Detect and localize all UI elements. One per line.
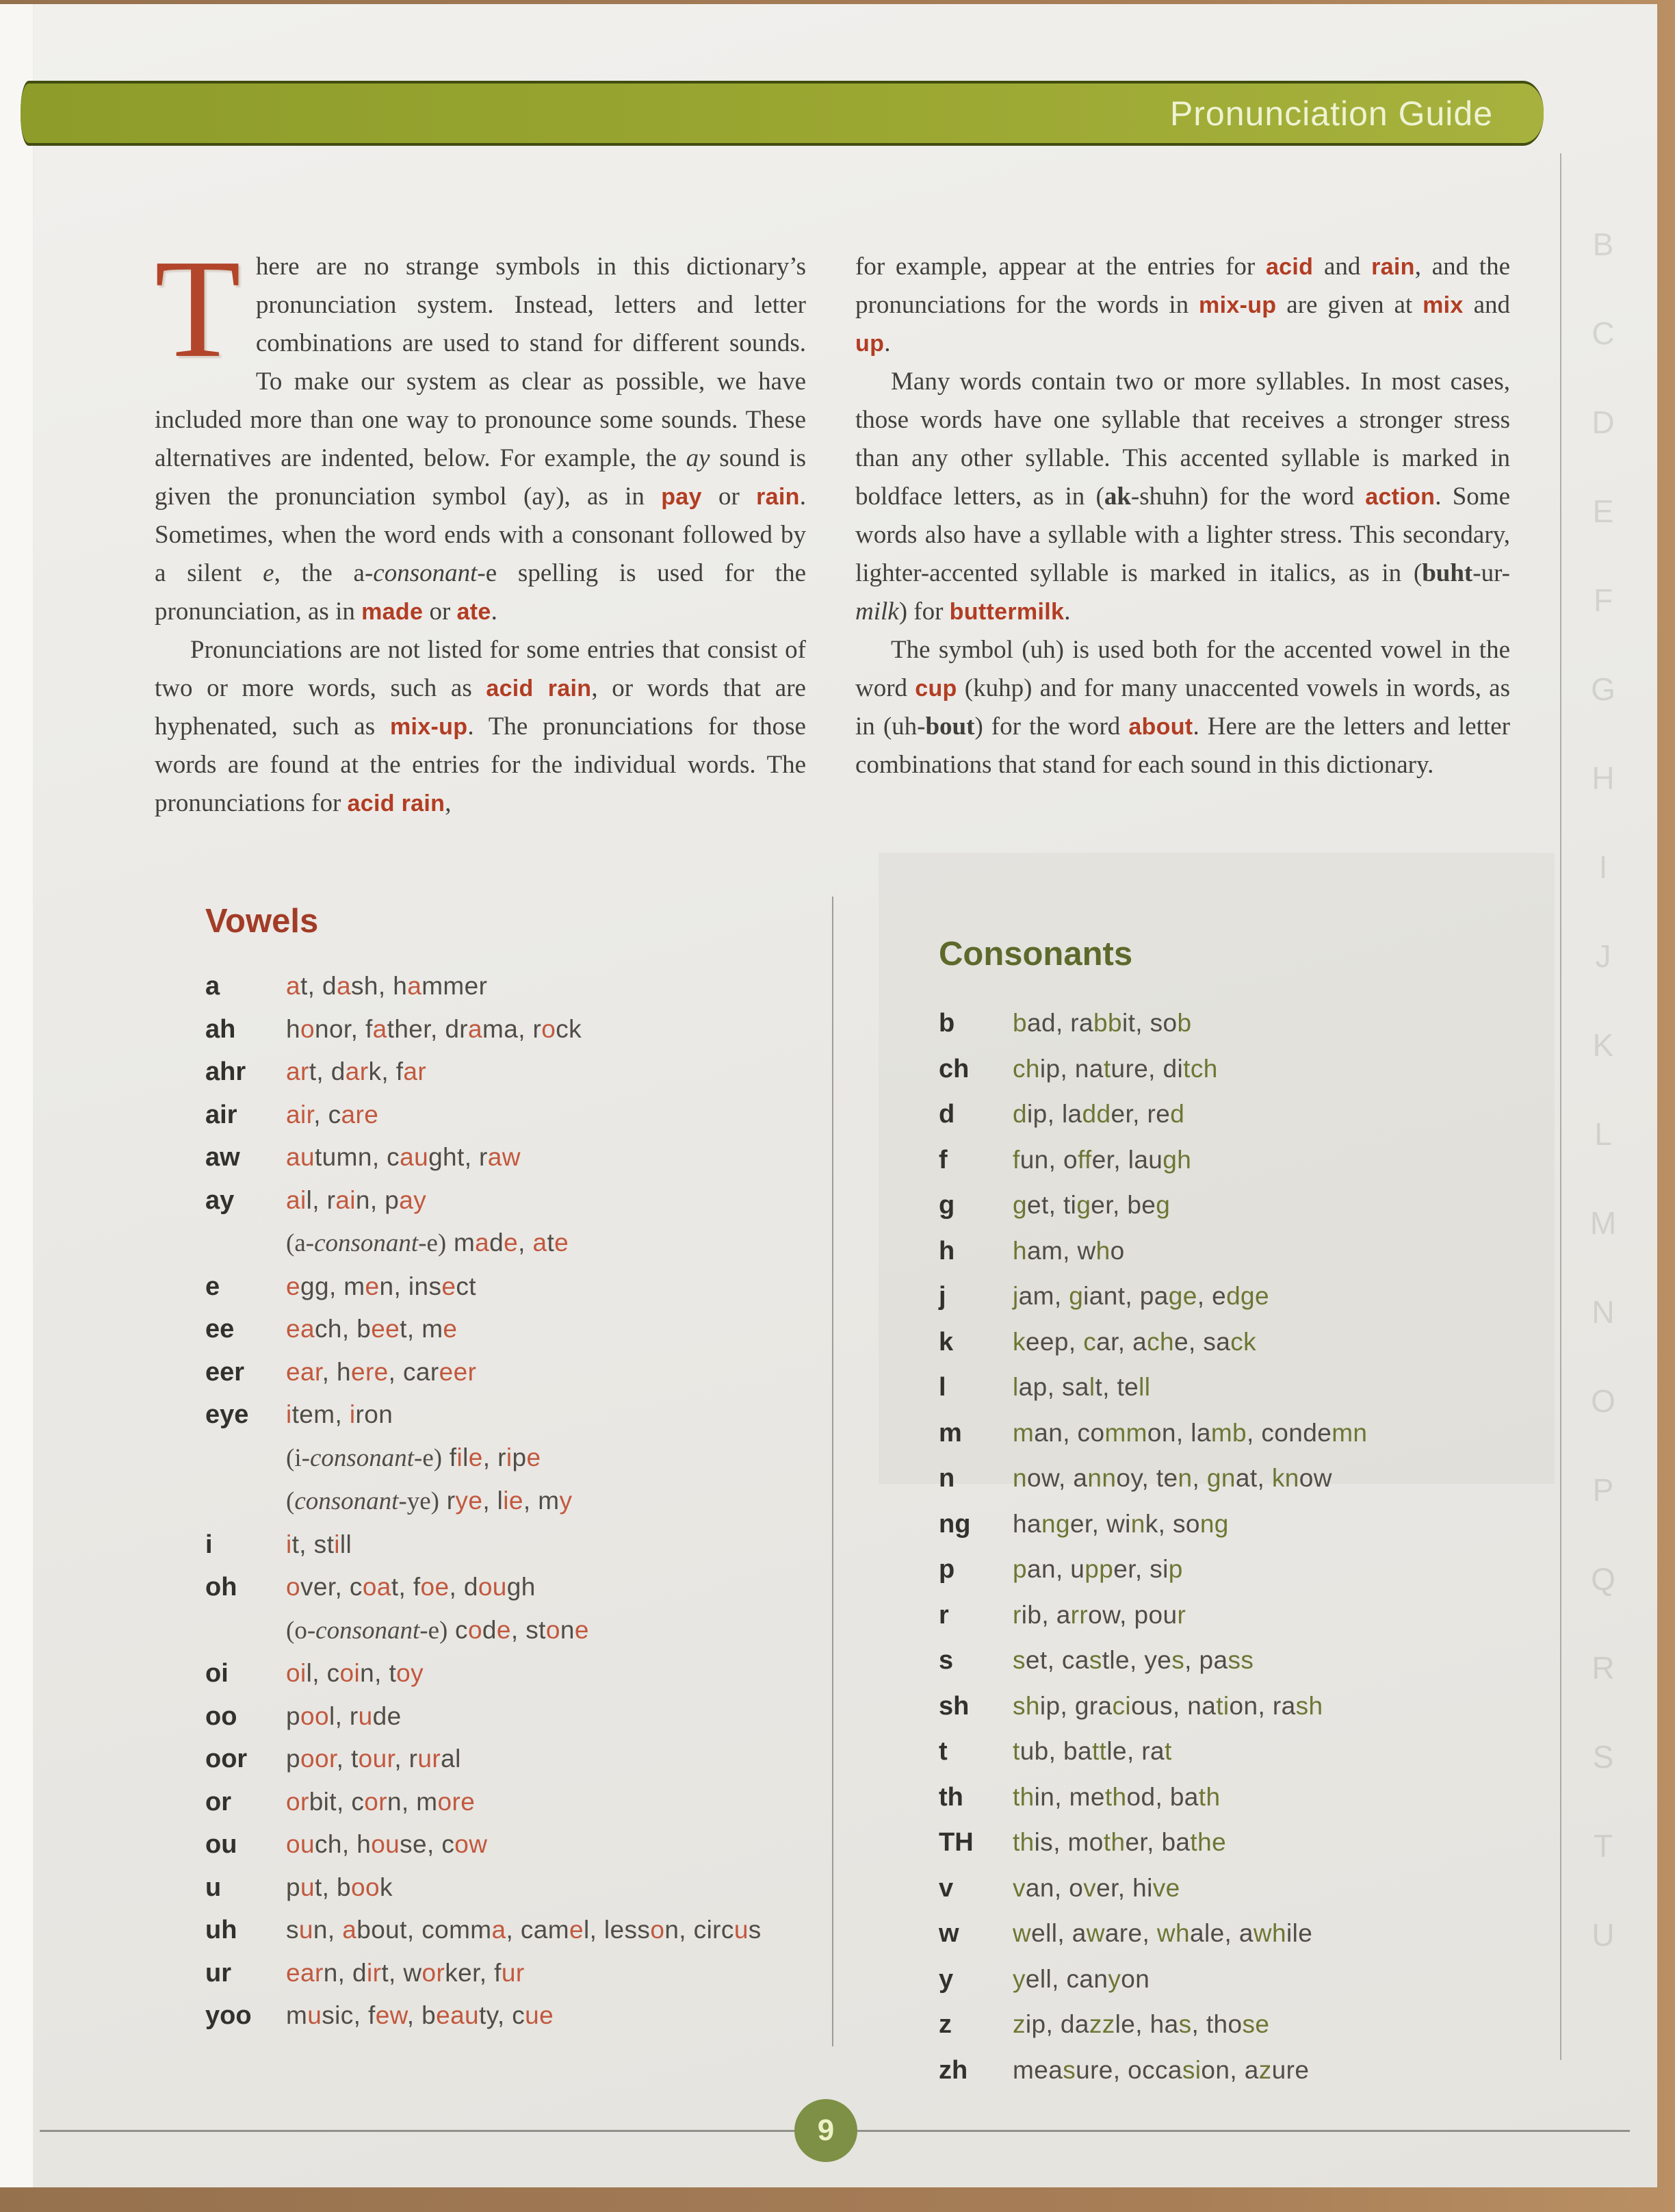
edge-index-letter: T <box>1593 1828 1613 1864</box>
example-words <box>286 1652 824 1695</box>
example-line: put, book <box>286 1873 393 1901</box>
consonant-row <box>939 1229 1551 1274</box>
sound-symbol: zh <box>939 2055 968 2085</box>
example-line: now, annoy, ten, gnat, know <box>1013 1464 1332 1492</box>
sound-symbol: l <box>939 1373 946 1402</box>
example-line: egg, men, insect <box>286 1272 476 1300</box>
example-line: ouch, house, cow <box>286 1830 488 1858</box>
example-words <box>286 1566 824 1652</box>
sound-symbol: TH <box>939 1828 974 1857</box>
edge-index-letter: U <box>1592 1917 1615 1953</box>
consonant-row <box>939 1137 1551 1183</box>
example-words <box>1013 1320 1551 1365</box>
sound-symbol: ee <box>205 1315 235 1343</box>
consonant-row <box>939 1001 1551 1046</box>
consonant-row <box>939 1502 1551 1547</box>
example-words <box>286 1823 824 1866</box>
edge-index-letter: J <box>1595 938 1611 974</box>
example-words <box>286 1094 824 1137</box>
example-words <box>1013 1456 1551 1501</box>
vowel-row <box>205 1695 824 1738</box>
example-words <box>1013 1775 1551 1820</box>
consonant-row <box>939 1911 1551 1957</box>
vowel-row <box>205 1393 824 1523</box>
consonant-row <box>939 1684 1551 1729</box>
example-words <box>1013 1502 1551 1547</box>
consonants-section <box>939 935 1551 2093</box>
sound-symbol: a <box>205 972 220 1001</box>
consonants-list <box>939 1001 1551 2093</box>
example-line: autumn, caught, raw <box>286 1143 521 1171</box>
example-line: pool, rude <box>286 1701 402 1730</box>
consonant-row <box>939 1092 1551 1137</box>
vowels-list <box>205 965 824 2037</box>
edge-index-letter: S <box>1592 1739 1614 1775</box>
consonants-heading: Consonants <box>939 936 1133 973</box>
sound-symbol: k <box>939 1327 954 1356</box>
consonant-row <box>939 2002 1551 2048</box>
consonant-row <box>939 1411 1551 1456</box>
intro-paragraph: Pronunciations are not listed for some entries that consist of two or more words, such as acid rain, or words that are hyphenated, such as mix-up. The pronunciations for those words are found at the entries for the individual words. The pronunciations for acid rain, <box>155 636 806 817</box>
example-line: (consonant-ye) rye, lie, my <box>286 1487 573 1515</box>
book-page <box>0 4 1657 2187</box>
vowel-row <box>205 1523 824 1567</box>
edge-index-letter: I <box>1598 849 1608 885</box>
example-line: lap, salt, tell <box>1013 1373 1151 1401</box>
edge-index-letter: H <box>1592 760 1615 796</box>
drop-cap: T <box>155 230 241 387</box>
example-words <box>286 1952 824 1995</box>
example-line: over, coat, foe, dough <box>286 1573 536 1601</box>
sound-symbol: h <box>939 1236 955 1265</box>
consonant-row <box>939 1274 1551 1320</box>
example-words <box>286 1265 824 1309</box>
example-words <box>286 1393 824 1523</box>
right-edge-rule <box>1560 153 1561 2060</box>
example-line: keep, car, ache, sack <box>1013 1327 1257 1356</box>
sound-symbol: ay <box>205 1185 235 1215</box>
example-line: set, castle, yes, pass <box>1013 1646 1254 1674</box>
edge-index-letter: O <box>1591 1383 1615 1419</box>
example-line: tub, battle, rat <box>1013 1737 1172 1765</box>
sound-symbol: oi <box>205 1659 229 1688</box>
consonant-row <box>939 1320 1551 1365</box>
vowel-row <box>205 1051 824 1094</box>
page-edge-strip <box>0 4 34 2187</box>
example-words <box>286 1136 824 1179</box>
example-line: ship, gracious, nation, rash <box>1013 1691 1323 1720</box>
example-line: this, mother, bathe <box>1013 1828 1227 1856</box>
consonant-row <box>939 1957 1551 2003</box>
example-words <box>1013 1957 1551 2002</box>
vowel-row <box>205 1094 824 1137</box>
example-words <box>286 1909 824 1952</box>
edge-index-letter: G <box>1591 671 1615 707</box>
edge-index-letter: E <box>1592 493 1614 529</box>
example-line: (a-consonant-e) made, ate <box>286 1229 569 1257</box>
sound-symbol: t <box>939 1737 948 1766</box>
example-line: earn, dirt, worker, fur <box>286 1958 525 1987</box>
example-words <box>286 1008 824 1051</box>
example-line: chip, nature, ditch <box>1013 1054 1218 1083</box>
sound-symbol: g <box>939 1191 955 1220</box>
example-words <box>286 1051 824 1094</box>
sound-symbol: b <box>939 1009 955 1038</box>
consonant-row <box>939 1365 1551 1411</box>
vowels-heading: Vowels <box>205 903 319 940</box>
edge-index-letter: D <box>1592 404 1615 440</box>
example-line: well, aware, whale, awhile <box>1013 1919 1313 1947</box>
sound-symbol: i <box>205 1530 213 1559</box>
example-line: ail, rain, pay <box>286 1185 427 1214</box>
example-words <box>1013 1593 1551 1638</box>
example-line: jam, giant, page, edge <box>1013 1282 1269 1310</box>
intro-paragraph: Many words contain two or more syllables. In most cases, those words have one syllable that receives a stronger stress than any other syllable. This accented syllable is marked in boldface letters, as in (ak-shuhn) for the word action. Some words also have a syllable with a lighter stress. This secondary, lighter-accented syllable is marked in italics, as in (buht-ur-milk) for buttermilk. <box>855 368 1510 626</box>
example-line: sun, about, comma, camel, lesson, circus <box>286 1916 762 1944</box>
example-words <box>1013 1684 1551 1729</box>
example-words <box>286 1179 824 1265</box>
example-line: honor, father, drama, rock <box>286 1014 582 1043</box>
example-line: at, dash, hammer <box>286 972 488 1000</box>
sound-symbol: w <box>939 1919 959 1948</box>
example-line: bad, rabbit, sob <box>1013 1009 1192 1037</box>
intro-right-column <box>855 248 1510 784</box>
edge-index-letter: K <box>1592 1027 1614 1063</box>
example-line: art, dark, far <box>286 1057 427 1085</box>
example-line: hanger, wink, song <box>1013 1509 1229 1538</box>
sound-symbol: p <box>939 1555 955 1584</box>
vowel-row <box>205 965 824 1008</box>
consonant-row <box>939 1046 1551 1092</box>
example-words <box>1013 1866 1551 1911</box>
thumb-index-letters <box>1578 200 1628 1979</box>
edge-index-letter: B <box>1592 227 1614 262</box>
example-line: thin, method, bath <box>1013 1782 1221 1811</box>
sound-symbol: f <box>939 1145 948 1174</box>
intro-left-column <box>155 230 806 823</box>
sound-symbol: or <box>205 1787 231 1816</box>
sound-symbol: oh <box>205 1573 237 1602</box>
vowel-row <box>205 1823 824 1866</box>
example-line: fun, offer, laugh <box>1013 1145 1192 1174</box>
consonant-row <box>939 2048 1551 2094</box>
example-line: orbit, corn, more <box>286 1787 476 1816</box>
sound-symbol: eer <box>205 1357 245 1387</box>
sound-symbol: d <box>939 1100 955 1129</box>
sound-symbol: th <box>939 1782 963 1812</box>
example-words <box>286 1738 824 1781</box>
vowel-row <box>205 1351 824 1394</box>
example-line: ear, here, career <box>286 1357 477 1386</box>
consonant-row <box>939 1775 1551 1821</box>
example-line: pan, upper, sip <box>1013 1555 1183 1583</box>
example-words <box>1013 1411 1551 1456</box>
example-words <box>1013 2048 1551 2093</box>
example-words <box>1013 1183 1551 1228</box>
example-line: yell, canyon <box>1013 1964 1150 1993</box>
edge-index-letter: F <box>1593 582 1613 618</box>
example-words <box>286 1308 824 1351</box>
consonant-row <box>939 1638 1551 1684</box>
example-line: zip, dazzle, has, those <box>1013 2010 1270 2038</box>
consonant-row <box>939 1547 1551 1593</box>
example-words <box>1013 1729 1551 1774</box>
example-words <box>1013 1365 1551 1410</box>
example-words <box>1013 1638 1551 1683</box>
example-words <box>1013 1229 1551 1274</box>
vowels-section <box>205 902 824 2037</box>
sound-symbol: m <box>939 1418 962 1448</box>
example-line: ham, who <box>1013 1236 1125 1265</box>
example-words <box>1013 1911 1551 1956</box>
example-line: item, iron <box>286 1400 393 1428</box>
sound-symbol: oo <box>205 1701 237 1731</box>
vowel-row <box>205 1909 824 1952</box>
sound-symbol: ch <box>939 1054 970 1083</box>
sound-symbol: eye <box>205 1400 249 1429</box>
vowel-row <box>205 1652 824 1695</box>
sound-symbol: ng <box>939 1509 971 1539</box>
consonant-row <box>939 1456 1551 1502</box>
example-line: (i-consonant-e) file, ripe <box>286 1443 541 1472</box>
consonant-row <box>939 1820 1551 1866</box>
example-line: music, few, beauty, cue <box>286 2001 554 2029</box>
example-words <box>1013 1547 1551 1592</box>
example-line: (o-consonant-e) code, stone <box>286 1615 589 1645</box>
example-line: it, still <box>286 1530 352 1558</box>
sound-symbol: j <box>939 1282 946 1311</box>
edge-index-letter: P <box>1592 1472 1614 1508</box>
example-words <box>286 1994 824 2037</box>
example-words <box>1013 2002 1551 2047</box>
intro-left-more <box>155 631 806 823</box>
sound-symbol: v <box>939 1873 954 1903</box>
example-words <box>286 965 824 1008</box>
example-line: dip, ladder, red <box>1013 1100 1185 1128</box>
column-divider-rule <box>832 897 833 2046</box>
example-line: air, care <box>286 1100 379 1129</box>
example-line: get, tiger, beg <box>1013 1191 1171 1219</box>
example-words <box>1013 1820 1551 1865</box>
sound-symbol: z <box>939 2010 952 2039</box>
example-words <box>1013 1274 1551 1319</box>
example-line: man, common, lamb, condemn <box>1013 1418 1368 1447</box>
sound-symbol: aw <box>205 1143 240 1172</box>
sound-symbol: ou <box>205 1830 237 1859</box>
vowel-row <box>205 1308 824 1351</box>
vowel-row <box>205 1265 824 1309</box>
vowel-row <box>205 1566 824 1652</box>
edge-index-letter: N <box>1592 1294 1615 1330</box>
vowel-row <box>205 1136 824 1179</box>
sound-symbol: air <box>205 1100 237 1129</box>
sound-symbol: y <box>939 1964 954 1994</box>
intro-paragraph-1-text: here are no strange symbols in this dictionary’s pronunciation system. Instead, letters and letter combinations are used to stand for different sounds. To make our system as clear as possible, we have included more than one way to pronounce some sounds. These alternatives are indented, below. For example, the ay sound is given the pronunciation symbol (ay), as in pay or rain. Sometimes, when the word ends with a consonant followed by a silent e, the a-consonant-e spelling is used for the pronunciation, as in made or ate. <box>155 253 806 626</box>
example-words <box>1013 1001 1551 1046</box>
sound-symbol: s <box>939 1646 954 1675</box>
example-line: measure, occasion, azure <box>1013 2055 1310 2084</box>
example-words <box>286 1695 824 1738</box>
example-line: rib, arrow, pour <box>1013 1600 1186 1629</box>
page-title: Pronunciation Guide <box>1169 94 1493 133</box>
page-number-badge: 9 <box>794 2099 857 2162</box>
example-words <box>286 1523 824 1567</box>
sound-symbol: u <box>205 1873 222 1902</box>
example-line: oil, coin, toy <box>286 1659 424 1687</box>
intro-paragraph: for example, appear at the entries for acid and rain, and the pronunciations for the words in mix-up are given at mix and up. <box>855 253 1510 357</box>
sound-symbol: oor <box>205 1745 248 1773</box>
edge-index-letter: C <box>1592 316 1615 351</box>
edge-index-letter: R <box>1592 1650 1615 1686</box>
sound-symbol: sh <box>939 1691 970 1721</box>
sound-symbol: yoo <box>205 2001 252 2030</box>
intro-paragraph-1 <box>155 230 806 631</box>
example-words <box>286 1781 824 1824</box>
example-words <box>286 1866 824 1909</box>
vowel-row <box>205 1866 824 1909</box>
vowel-row <box>205 1994 824 2037</box>
vowel-row <box>205 1952 824 1995</box>
sound-symbol: ur <box>205 1958 231 1988</box>
sound-symbol: uh <box>205 1916 237 1944</box>
consonant-row <box>939 1729 1551 1775</box>
vowel-row <box>205 1738 824 1781</box>
example-words <box>1013 1137 1551 1183</box>
consonant-row <box>939 1866 1551 1912</box>
edge-index-letter: L <box>1594 1116 1612 1152</box>
vowel-row <box>205 1179 824 1265</box>
vowel-row <box>205 1781 824 1824</box>
example-line: van, over, hive <box>1013 1873 1180 1902</box>
sound-symbol: ah <box>205 1014 236 1044</box>
sound-symbol: e <box>205 1272 220 1301</box>
example-words <box>1013 1046 1551 1092</box>
edge-index-letter: M <box>1589 1205 1617 1241</box>
sound-symbol: n <box>939 1464 955 1493</box>
header-banner <box>21 81 1544 146</box>
intro-paragraph: The symbol (uh) is used both for the accented vowel in the word cup (kuhp) and for many unaccented vowels in words, as in (uh-bout) for the word about. Here are the letters and letter combinations that stand for each sound in this dictionary. <box>855 636 1511 779</box>
vowel-row <box>205 1008 824 1051</box>
consonant-row <box>939 1183 1551 1229</box>
consonant-row <box>939 1593 1551 1638</box>
edge-index-letter: Q <box>1591 1561 1615 1597</box>
sound-symbol: ahr <box>205 1057 246 1086</box>
sound-symbol: r <box>939 1600 949 1630</box>
example-line: poor, tour, rural <box>286 1745 461 1773</box>
example-words <box>286 1351 824 1394</box>
example-line: each, beet, me <box>286 1315 458 1343</box>
example-words <box>1013 1092 1551 1137</box>
